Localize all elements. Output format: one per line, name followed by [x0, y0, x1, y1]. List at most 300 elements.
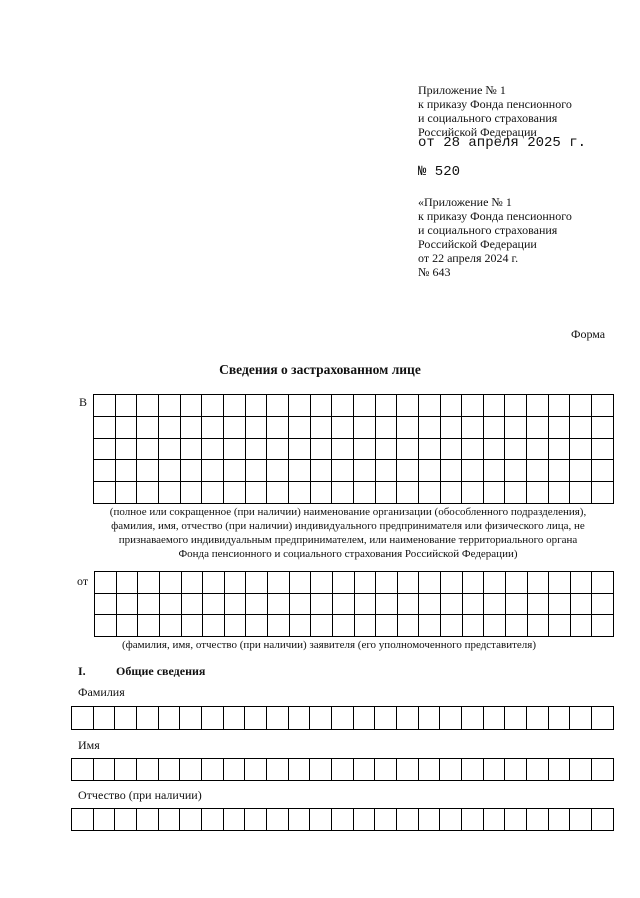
appendix-line: и социального страхования	[418, 223, 558, 237]
grid-cell[interactable]	[462, 460, 484, 482]
name-label: Имя	[78, 738, 100, 752]
grid-cell[interactable]	[115, 707, 137, 730]
grid-cell[interactable]	[375, 460, 397, 482]
caption-line: признаваемого индивидуальным предпринимателем, или наименование территориального органа	[118, 534, 578, 546]
grid-cell[interactable]	[268, 615, 290, 637]
grid-cell[interactable]	[181, 572, 203, 594]
grid-cell[interactable]	[310, 395, 332, 417]
grid-cell[interactable]	[115, 395, 137, 417]
grid-cell[interactable]	[376, 593, 398, 615]
grid-cell[interactable]	[462, 707, 484, 730]
grid-row	[95, 593, 614, 615]
grid-cell[interactable]	[94, 482, 116, 504]
grid-cell[interactable]	[375, 438, 397, 460]
grid-cell[interactable]	[505, 482, 527, 504]
grid-cell[interactable]	[505, 759, 527, 781]
from-prefix: от	[77, 574, 89, 588]
grid-cell[interactable]	[505, 438, 527, 460]
grid-cell[interactable]	[288, 438, 310, 460]
appendix-line: Приложение № 1	[418, 83, 506, 97]
grid-cell[interactable]	[505, 707, 527, 730]
grid-cell[interactable]	[375, 809, 397, 831]
grid-cell[interactable]	[483, 809, 505, 831]
grid-cell[interactable]	[72, 809, 94, 831]
grid-cell[interactable]	[223, 438, 245, 460]
grid-cell[interactable]	[592, 482, 614, 504]
grid-cell[interactable]	[483, 395, 505, 417]
grid-cell[interactable]	[376, 615, 398, 637]
grid-cell[interactable]	[288, 707, 310, 730]
grid-cell[interactable]	[592, 395, 614, 417]
grid-cell[interactable]	[289, 593, 311, 615]
grid-cell[interactable]	[223, 460, 245, 482]
grid-cell[interactable]	[419, 615, 441, 637]
grid-cell[interactable]	[267, 438, 289, 460]
grid-cell[interactable]	[267, 759, 289, 781]
grid-cell[interactable]	[137, 395, 159, 417]
grid-cell[interactable]	[223, 395, 245, 417]
grid-cell[interactable]	[441, 593, 463, 615]
grid-cell[interactable]	[570, 438, 592, 460]
grid-cell[interactable]	[462, 438, 484, 460]
grid-cell[interactable]	[181, 593, 203, 615]
order-number: № 520	[418, 164, 461, 180]
grid-cell[interactable]	[397, 707, 419, 730]
grid-cell[interactable]	[353, 809, 375, 831]
grid-cell[interactable]	[72, 759, 94, 781]
grid-cell[interactable]	[180, 482, 202, 504]
grid-cell[interactable]	[376, 572, 398, 594]
grid-cell[interactable]	[592, 416, 614, 438]
grid-cell[interactable]	[527, 438, 549, 460]
grid-cell[interactable]	[418, 438, 440, 460]
grid-cell[interactable]	[483, 416, 505, 438]
grid-cell[interactable]	[245, 809, 267, 831]
grid-cell[interactable]	[462, 482, 484, 504]
grid-cell[interactable]	[332, 759, 354, 781]
grid-cell[interactable]	[418, 707, 440, 730]
grid-cell[interactable]	[224, 572, 246, 594]
grid-cell[interactable]	[418, 395, 440, 417]
caption-line: (полное или сокращенное (при наличии) наименование организации (обособленного подразделения),	[109, 506, 587, 518]
grid-cell[interactable]	[137, 809, 159, 831]
grid-cell[interactable]	[549, 572, 571, 594]
grid-cell[interactable]	[311, 615, 333, 637]
grid-cell[interactable]	[116, 615, 138, 637]
grid-cell[interactable]	[505, 460, 527, 482]
grid-cell[interactable]	[397, 416, 419, 438]
grid-cell[interactable]	[440, 416, 462, 438]
grid-cell[interactable]	[592, 707, 614, 730]
grid-cell[interactable]	[505, 809, 527, 831]
grid-cell[interactable]	[483, 759, 505, 781]
grid-cell[interactable]	[397, 395, 419, 417]
grid-cell[interactable]	[592, 460, 614, 482]
grid-cell[interactable]	[288, 759, 310, 781]
grid-cell[interactable]	[570, 615, 592, 637]
grid-cell[interactable]	[137, 759, 159, 781]
grid-cell[interactable]	[570, 482, 592, 504]
grid-cell[interactable]	[462, 615, 484, 637]
grid-cell[interactable]	[158, 460, 180, 482]
grid-cell[interactable]	[288, 809, 310, 831]
grid-cell[interactable]	[158, 438, 180, 460]
grid-cell[interactable]	[332, 482, 354, 504]
section-title: Общие сведения	[116, 664, 206, 678]
grid-cell[interactable]	[592, 593, 614, 615]
grid-cell[interactable]	[310, 759, 332, 781]
grid-cell[interactable]	[158, 482, 180, 504]
grid-cell[interactable]	[353, 438, 375, 460]
grid-cell[interactable]	[354, 593, 376, 615]
grid-cell[interactable]	[203, 615, 225, 637]
grid-cell[interactable]	[95, 572, 117, 594]
grid-cell[interactable]	[180, 759, 202, 781]
grid-cell[interactable]	[418, 759, 440, 781]
grid-cell[interactable]	[397, 572, 419, 594]
grid-cell[interactable]	[332, 438, 354, 460]
grid-cell[interactable]	[223, 416, 245, 438]
grid-cell[interactable]	[440, 759, 462, 781]
grid-cell[interactable]	[353, 395, 375, 417]
grid-cell[interactable]	[527, 482, 549, 504]
grid-cell[interactable]	[115, 809, 137, 831]
from-grid[interactable]	[94, 571, 614, 637]
grid-cell[interactable]	[592, 809, 614, 831]
grid-cell[interactable]	[138, 572, 160, 594]
grid-cell[interactable]	[288, 416, 310, 438]
grid-cell[interactable]	[570, 707, 592, 730]
grid-cell[interactable]	[484, 615, 506, 637]
grid-cell[interactable]	[332, 707, 354, 730]
grid-cell[interactable]	[94, 438, 116, 460]
name-field[interactable]	[71, 758, 614, 781]
grid-cell[interactable]	[202, 438, 224, 460]
grid-cell[interactable]	[202, 759, 224, 781]
grid-cell[interactable]	[223, 707, 245, 730]
grid-cell[interactable]	[268, 572, 290, 594]
appendix-line: к приказу Фонда пенсионного	[418, 209, 572, 223]
grid-cell[interactable]	[310, 460, 332, 482]
grid-cell[interactable]	[527, 416, 549, 438]
grid-cell[interactable]	[353, 416, 375, 438]
grid-cell[interactable]	[549, 593, 571, 615]
grid-cell[interactable]	[202, 482, 224, 504]
grid-cell[interactable]	[462, 572, 484, 594]
grid-cell[interactable]	[397, 460, 419, 482]
caption-line: фамилия, имя, отчество (при наличии) индивидуального предпринимателя или физического лица, не	[111, 520, 585, 532]
grid-cell[interactable]	[505, 593, 527, 615]
grid-cell[interactable]	[246, 615, 268, 637]
grid-row	[94, 416, 614, 438]
grid-cell[interactable]	[180, 707, 202, 730]
grid-cell[interactable]	[245, 482, 267, 504]
grid-cell[interactable]	[440, 482, 462, 504]
grid-cell[interactable]	[224, 593, 246, 615]
grid-cell[interactable]	[570, 572, 592, 594]
grid-cell[interactable]	[158, 416, 180, 438]
grid-cell[interactable]	[180, 809, 202, 831]
grid-cell[interactable]	[245, 759, 267, 781]
from-caption: (фамилия, имя, отчество (при наличии) заявителя (его уполномоченного представителя)	[122, 639, 536, 651]
grid-cell[interactable]	[94, 395, 116, 417]
grid-cell[interactable]	[548, 482, 570, 504]
grid-cell[interactable]	[115, 438, 137, 460]
grid-cell[interactable]	[158, 707, 180, 730]
surname-field[interactable]	[71, 706, 614, 730]
grid-cell[interactable]	[137, 707, 159, 730]
to-prefix: В	[79, 395, 88, 409]
grid-cell[interactable]	[267, 395, 289, 417]
grid-cell[interactable]	[592, 615, 614, 637]
grid-cell[interactable]	[158, 759, 180, 781]
patronymic-field[interactable]	[71, 808, 614, 831]
grid-cell[interactable]	[180, 460, 202, 482]
grid-cell[interactable]	[224, 615, 246, 637]
grid-cell[interactable]	[549, 615, 571, 637]
grid-cell[interactable]	[441, 615, 463, 637]
grid-cell[interactable]	[484, 593, 506, 615]
grid-cell[interactable]	[116, 572, 138, 594]
grid-row	[94, 482, 614, 504]
grid-cell[interactable]	[397, 438, 419, 460]
grid-cell[interactable]	[527, 707, 549, 730]
grid-cell[interactable]	[115, 416, 137, 438]
grid-cell[interactable]	[94, 416, 116, 438]
grid-cell[interactable]	[289, 572, 311, 594]
grid-cell[interactable]	[310, 482, 332, 504]
grid-cell[interactable]	[462, 416, 484, 438]
appendix-line: к приказу Фонда пенсионного	[418, 97, 572, 111]
grid-cell[interactable]	[93, 809, 115, 831]
grid-cell[interactable]	[375, 482, 397, 504]
grid-cell[interactable]	[223, 482, 245, 504]
grid-cell[interactable]	[592, 759, 614, 781]
grid-cell[interactable]	[245, 460, 267, 482]
to-grid[interactable]	[93, 394, 614, 504]
form-label: Форма	[571, 327, 606, 341]
grid-cell[interactable]	[354, 572, 376, 594]
grid-cell[interactable]	[397, 615, 419, 637]
grid-cell[interactable]	[181, 615, 203, 637]
grid-cell[interactable]	[483, 460, 505, 482]
grid-cell[interactable]	[397, 482, 419, 504]
grid-cell[interactable]	[375, 395, 397, 417]
grid-cell[interactable]	[137, 416, 159, 438]
grid-cell[interactable]	[440, 460, 462, 482]
grid-cell[interactable]	[462, 395, 484, 417]
grid-cell[interactable]	[223, 809, 245, 831]
grid-cell[interactable]	[570, 759, 592, 781]
grid-cell[interactable]	[527, 593, 549, 615]
grid-cell[interactable]	[484, 572, 506, 594]
grid-cell[interactable]	[375, 416, 397, 438]
grid-cell[interactable]	[570, 593, 592, 615]
grid-cell[interactable]	[159, 593, 181, 615]
grid-cell[interactable]	[548, 460, 570, 482]
grid-cell[interactable]	[353, 460, 375, 482]
grid-cell[interactable]	[267, 707, 289, 730]
grid-cell[interactable]	[245, 438, 267, 460]
appendix-line: Российской Федерации	[418, 125, 537, 139]
grid-cell[interactable]	[592, 572, 614, 594]
grid-cell[interactable]	[138, 615, 160, 637]
grid-cell[interactable]	[332, 615, 354, 637]
grid-cell[interactable]	[289, 615, 311, 637]
grid-cell[interactable]	[592, 438, 614, 460]
appendix-line: и социального страхования	[418, 111, 558, 125]
grid-cell[interactable]	[203, 572, 225, 594]
grid-cell[interactable]	[548, 438, 570, 460]
grid-cell[interactable]	[267, 482, 289, 504]
grid-cell[interactable]	[483, 438, 505, 460]
grid-cell[interactable]	[332, 416, 354, 438]
grid-cell[interactable]	[267, 809, 289, 831]
grid-cell[interactable]	[115, 460, 137, 482]
grid-cell[interactable]	[332, 395, 354, 417]
grid-cell[interactable]	[94, 460, 116, 482]
grid-cell[interactable]	[246, 572, 268, 594]
grid-cell[interactable]	[419, 593, 441, 615]
grid-cell[interactable]	[462, 759, 484, 781]
grid-cell[interactable]	[246, 593, 268, 615]
grid-row	[95, 615, 614, 637]
grid-cell[interactable]	[440, 707, 462, 730]
grid-cell[interactable]	[223, 759, 245, 781]
grid-cell[interactable]	[483, 482, 505, 504]
grid-cell[interactable]	[159, 572, 181, 594]
grid-cell[interactable]	[116, 593, 138, 615]
grid-cell[interactable]	[268, 593, 290, 615]
grid-cell[interactable]	[180, 395, 202, 417]
grid-cell[interactable]	[332, 460, 354, 482]
grid-cell[interactable]	[418, 460, 440, 482]
grid-cell[interactable]	[440, 438, 462, 460]
grid-cell[interactable]	[505, 615, 527, 637]
grid-cell[interactable]	[202, 707, 224, 730]
grid-cell[interactable]	[548, 395, 570, 417]
grid-cell[interactable]	[158, 395, 180, 417]
grid-cell[interactable]	[245, 707, 267, 730]
grid-cell[interactable]	[158, 809, 180, 831]
grid-cell[interactable]	[418, 416, 440, 438]
grid-cell[interactable]	[440, 809, 462, 831]
grid-cell[interactable]	[267, 460, 289, 482]
grid-cell[interactable]	[115, 482, 137, 504]
grid-cell[interactable]	[310, 707, 332, 730]
grid-cell[interactable]	[397, 759, 419, 781]
grid-cell[interactable]	[267, 416, 289, 438]
grid-cell[interactable]	[570, 416, 592, 438]
grid-cell[interactable]	[418, 809, 440, 831]
grid-cell[interactable]	[310, 438, 332, 460]
grid-cell[interactable]	[93, 759, 115, 781]
grid-cell[interactable]	[245, 416, 267, 438]
section-number: I.	[78, 664, 86, 678]
grid-cell[interactable]	[527, 809, 549, 831]
grid-cell[interactable]	[527, 395, 549, 417]
grid-cell[interactable]	[570, 809, 592, 831]
grid-cell[interactable]	[180, 438, 202, 460]
grid-cell[interactable]	[375, 707, 397, 730]
grid-cell[interactable]	[93, 707, 115, 730]
grid-cell[interactable]	[202, 460, 224, 482]
grid-cell[interactable]	[95, 615, 117, 637]
grid-cell[interactable]	[332, 593, 354, 615]
grid-cell[interactable]	[137, 482, 159, 504]
grid-cell[interactable]	[138, 593, 160, 615]
grid-cell[interactable]	[548, 809, 570, 831]
grid-cell[interactable]	[570, 395, 592, 417]
grid-cell[interactable]	[72, 707, 94, 730]
grid-cell[interactable]	[483, 707, 505, 730]
grid-cell[interactable]	[548, 416, 570, 438]
grid-cell[interactable]	[310, 416, 332, 438]
grid-cell[interactable]	[548, 707, 570, 730]
grid-cell[interactable]	[462, 809, 484, 831]
grid-cell[interactable]	[311, 572, 333, 594]
grid-cell[interactable]	[353, 482, 375, 504]
grid-cell[interactable]	[397, 809, 419, 831]
quoted-appendix-block	[418, 195, 572, 279]
grid-cell[interactable]	[288, 395, 310, 417]
grid-cell[interactable]	[527, 615, 549, 637]
grid-cell[interactable]	[137, 460, 159, 482]
grid-cell[interactable]	[180, 416, 202, 438]
grid-cell[interactable]	[288, 460, 310, 482]
grid-cell[interactable]	[527, 572, 549, 594]
grid-cell[interactable]	[332, 572, 354, 594]
grid-cell[interactable]	[505, 572, 527, 594]
grid-cell[interactable]	[159, 615, 181, 637]
grid-cell[interactable]	[115, 759, 137, 781]
grid-cell[interactable]	[570, 460, 592, 482]
grid-cell[interactable]	[332, 809, 354, 831]
grid-row	[72, 809, 614, 831]
grid-cell[interactable]	[203, 593, 225, 615]
grid-cell[interactable]	[418, 482, 440, 504]
grid-cell[interactable]	[548, 759, 570, 781]
grid-cell[interactable]	[353, 707, 375, 730]
grid-cell[interactable]	[310, 809, 332, 831]
grid-cell[interactable]	[95, 593, 117, 615]
grid-cell[interactable]	[202, 416, 224, 438]
surname-label: Фамилия	[78, 685, 125, 699]
grid-cell[interactable]	[288, 482, 310, 504]
grid-cell[interactable]	[505, 395, 527, 417]
grid-cell[interactable]	[202, 809, 224, 831]
grid-cell[interactable]	[137, 438, 159, 460]
grid-cell[interactable]	[311, 593, 333, 615]
grid-cell[interactable]	[202, 395, 224, 417]
grid-row	[72, 707, 614, 730]
grid-cell[interactable]	[527, 759, 549, 781]
grid-cell[interactable]	[397, 593, 419, 615]
grid-cell[interactable]	[354, 615, 376, 637]
grid-cell[interactable]	[527, 460, 549, 482]
grid-row	[94, 438, 614, 460]
grid-cell[interactable]	[505, 416, 527, 438]
grid-cell[interactable]	[245, 395, 267, 417]
grid-cell[interactable]	[375, 759, 397, 781]
appendix-line: «Приложение № 1	[418, 195, 512, 209]
grid-cell[interactable]	[441, 572, 463, 594]
grid-cell[interactable]	[462, 593, 484, 615]
grid-cell[interactable]	[419, 572, 441, 594]
grid-row	[72, 759, 614, 781]
grid-cell[interactable]	[440, 395, 462, 417]
grid-cell[interactable]	[353, 759, 375, 781]
